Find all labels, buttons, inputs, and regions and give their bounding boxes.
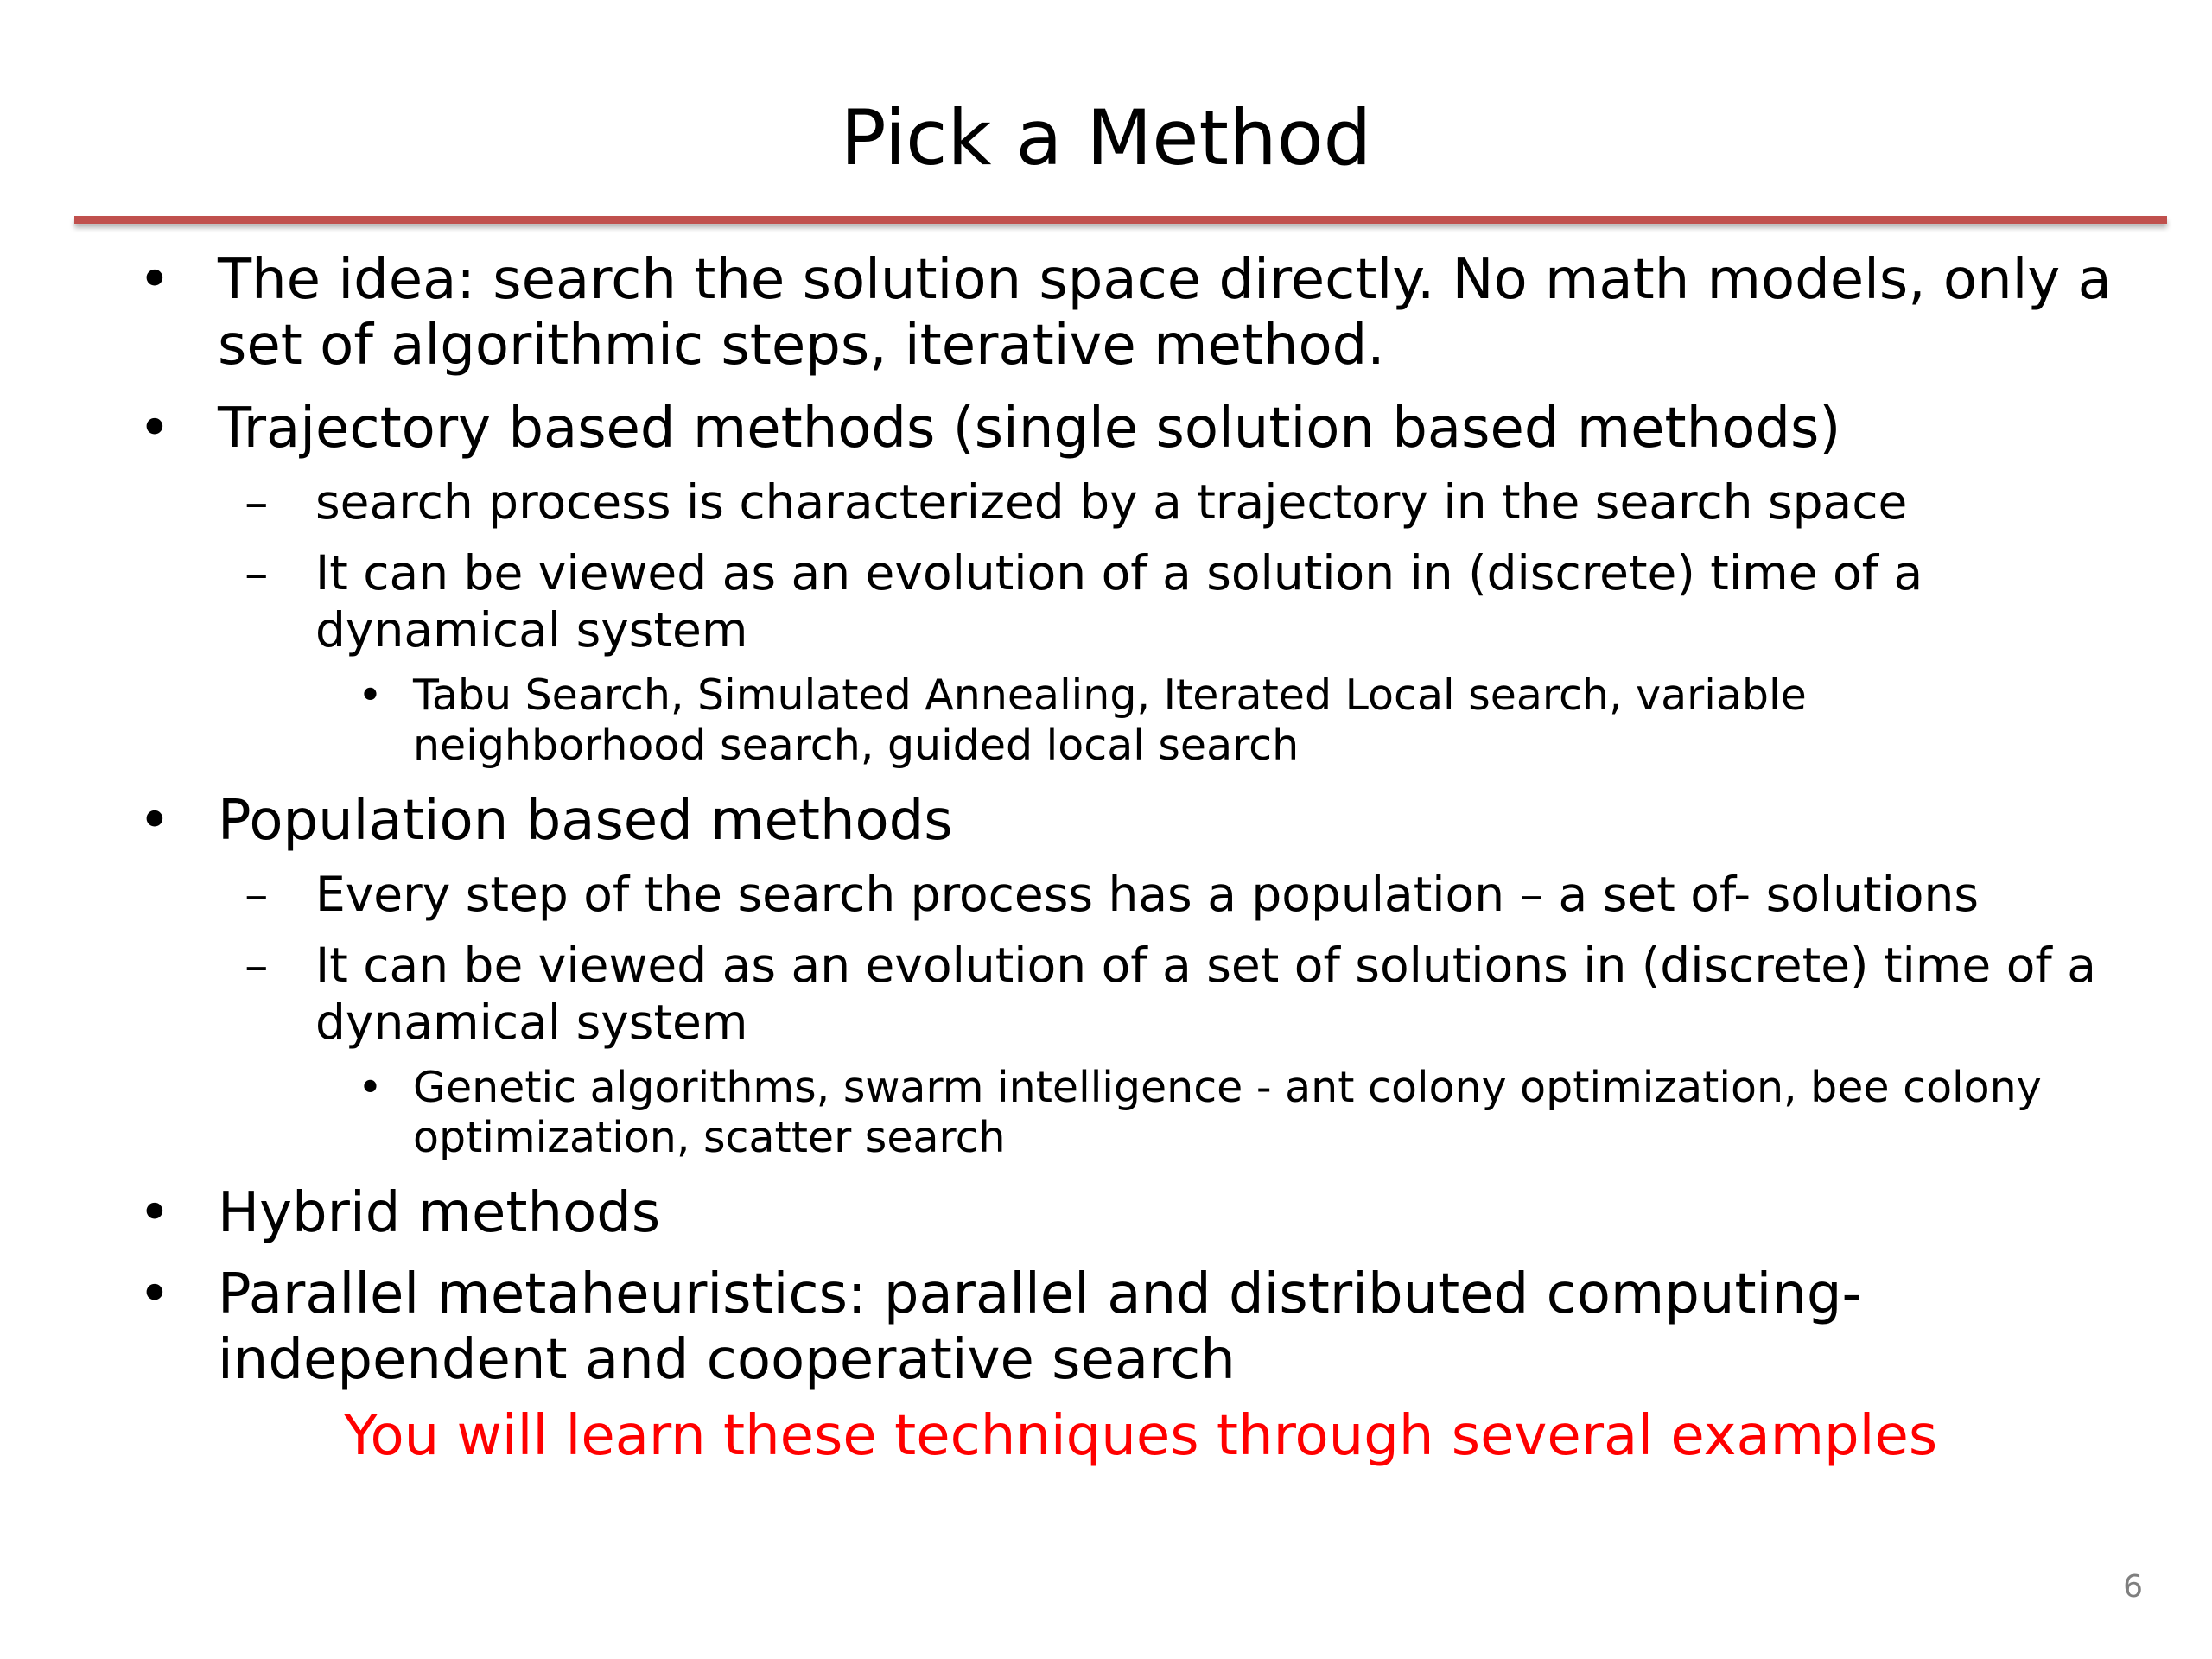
- bullet-marker: •: [358, 1063, 383, 1112]
- dash-marker: –: [245, 938, 269, 993]
- bullet-population-heading: Population based methods: [218, 789, 953, 853]
- subpoint-population-evolution-line2: dynamical system: [315, 995, 748, 1050]
- subpoint-trajectory-evolution: [245, 544, 1923, 658]
- subpoint-trajectory-process: [245, 474, 1908, 531]
- examples-trajectory: [358, 671, 1807, 771]
- bullet-parallel-line1: Parallel metaheuristics: parallel and distributed computing-: [218, 1262, 1862, 1326]
- bullet-idea-line2: set of algorithmic steps, iterative method.: [218, 314, 1385, 378]
- bullet-marker: •: [138, 397, 171, 461]
- bullet-hybrid: [138, 1180, 661, 1246]
- examples-population: [358, 1063, 2042, 1163]
- bullet-marker: •: [138, 248, 171, 312]
- page-number: 6: [2123, 1569, 2143, 1605]
- examples-trajectory-line2: neighborhood search, guided local search: [413, 721, 1300, 770]
- bullet-trajectory-heading: Trajectory based methods (single solution based methods): [218, 397, 1841, 461]
- bullet-parallel: [138, 1262, 1862, 1393]
- examples-population-line1: Genetic algorithms, swarm intelligence - ant colony optimization, bee colony: [413, 1063, 2042, 1112]
- dash-marker: –: [245, 867, 269, 922]
- subpoint-population-step: [245, 866, 1980, 923]
- bullet-idea: [138, 247, 2112, 378]
- subpoint-population-step-text: Every step of the search process has a population – a set of- solutions: [315, 867, 1980, 922]
- subpoint-trajectory-process-text: search process is characterized by a trajectory in the search space: [315, 474, 1908, 530]
- bullet-hybrid-heading: Hybrid methods: [218, 1181, 661, 1245]
- subpoint-population-evolution: [245, 937, 2096, 1051]
- bullet-marker: •: [138, 789, 171, 853]
- callout-text: You will learn these techniques through several examples: [343, 1404, 1938, 1468]
- bullet-trajectory: [138, 396, 1841, 461]
- bullet-parallel-line2: independent and cooperative search: [218, 1328, 1236, 1392]
- slide-title: Pick a Method: [840, 93, 1372, 182]
- bullet-marker: •: [358, 671, 383, 720]
- bullet-idea-line1: The idea: search the solution space directly. No math models, only a: [218, 248, 2112, 312]
- examples-population-line2: optimization, scatter search: [413, 1113, 1006, 1162]
- bullet-marker: •: [138, 1181, 171, 1245]
- dash-marker: –: [245, 474, 269, 530]
- bullet-population: [138, 788, 953, 854]
- subpoint-trajectory-evolution-line1: It can be viewed as an evolution of a solution in (discrete) time of a: [315, 545, 1923, 601]
- subpoint-population-evolution-line1: It can be viewed as an evolution of a set of solutions in (discrete) time of a: [315, 938, 2096, 993]
- bullet-marker: •: [138, 1262, 171, 1326]
- subpoint-trajectory-evolution-line2: dynamical system: [315, 602, 748, 658]
- title-divider: [74, 216, 2167, 224]
- dash-marker: –: [245, 545, 269, 601]
- examples-trajectory-line1: Tabu Search, Simulated Annealing, Iterated Local search, variable: [413, 671, 1807, 720]
